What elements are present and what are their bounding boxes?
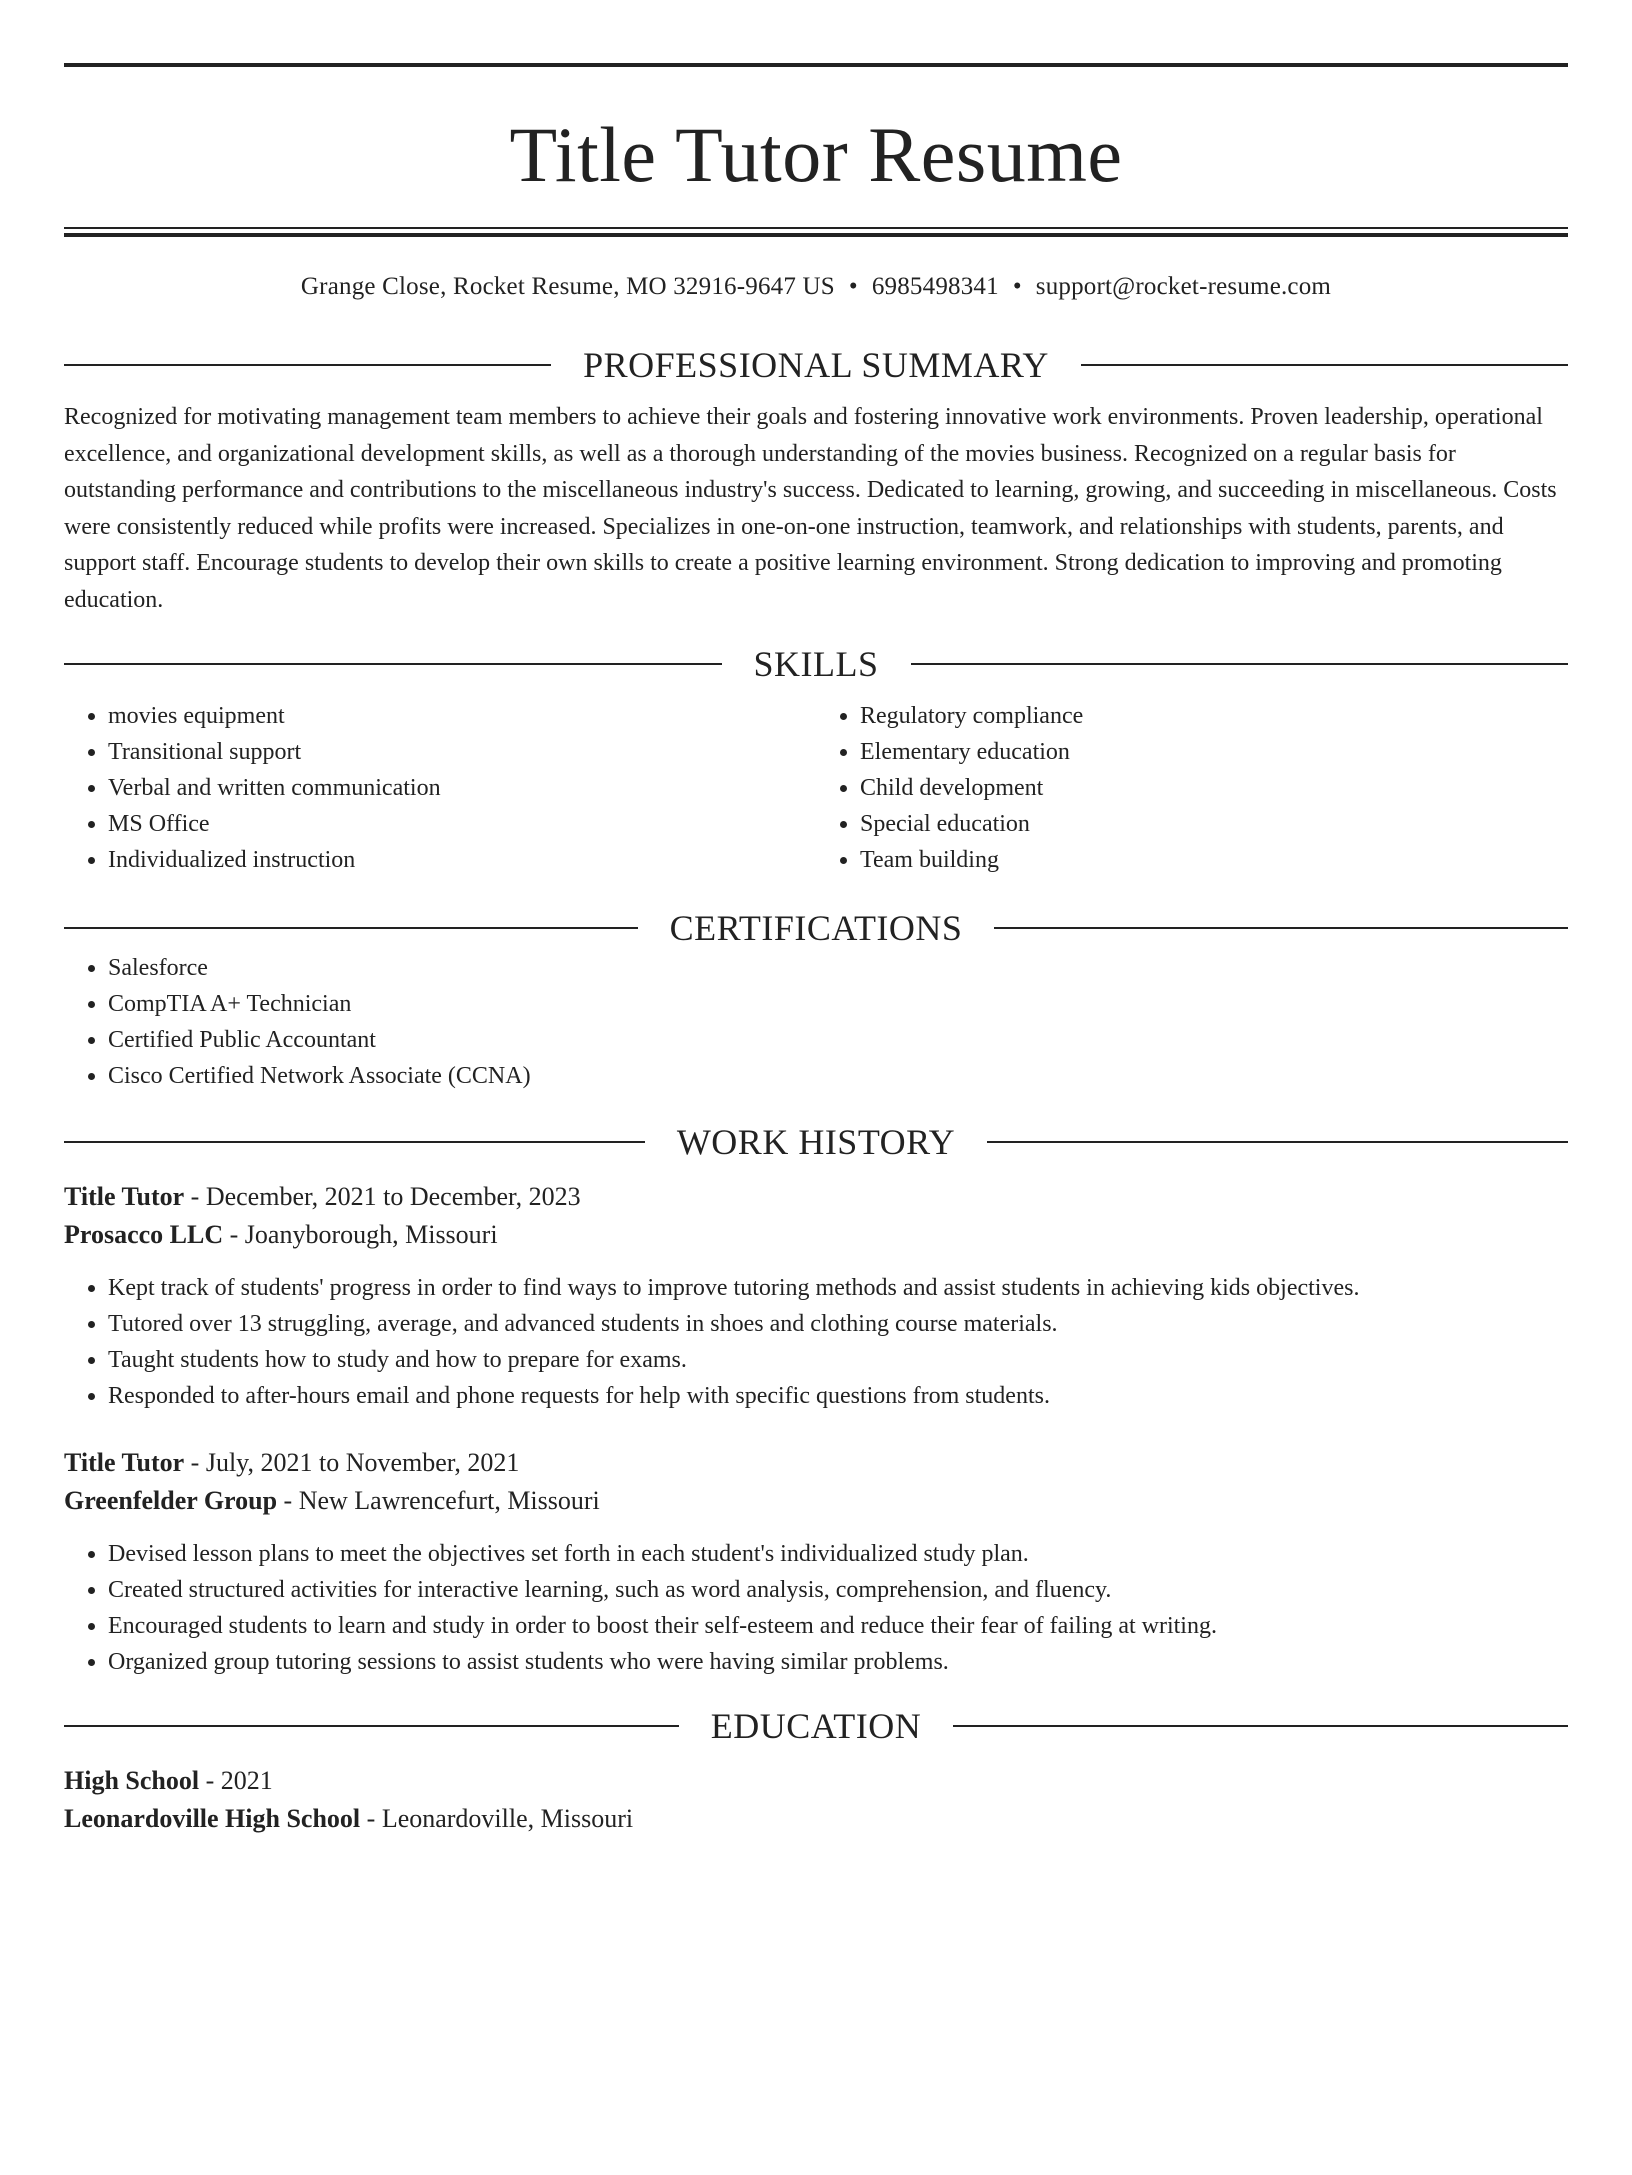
job-bullets	[64, 1536, 1568, 1680]
certification-list	[64, 950, 1568, 1094]
job-entry	[64, 1444, 1568, 1680]
contact-line	[64, 271, 1568, 303]
skill-item: • Individualized instruction	[108, 842, 816, 878]
section-title: CERTIFICATIONS	[669, 908, 963, 948]
contact-email: support@rocket-resume.com	[1035, 273, 1332, 300]
section-title: EDUCATION	[710, 1706, 922, 1746]
heading-rule-left	[64, 927, 638, 929]
resume-title: Title Tutor Resume	[509, 111, 1123, 198]
skill-item: • Transitional support	[108, 734, 816, 770]
job-company: Greenfelder Group	[64, 1486, 278, 1515]
job-role-line	[64, 1444, 1568, 1482]
section-heading-skills	[64, 642, 1568, 686]
certification-item: • Salesforce	[108, 950, 1568, 986]
heading-rule-left	[64, 1725, 679, 1727]
heading-rule-left	[64, 1141, 645, 1143]
section-heading-summary	[64, 343, 1568, 387]
certification-item: • CompTIA A+ Technician	[108, 986, 1568, 1022]
education-degree-line	[64, 1762, 1568, 1800]
skill-item: • Special education	[860, 806, 1568, 842]
job-company-line	[64, 1482, 1568, 1520]
resume-page	[0, 63, 1632, 2175]
section-heading-work-history	[64, 1120, 1568, 1164]
education-year: - 2021	[199, 1766, 273, 1795]
skills-column-right	[816, 698, 1568, 878]
job-location: - New Lawrencefurt, Missouri	[277, 1486, 600, 1515]
section-heading-certifications	[64, 906, 1568, 950]
education-degree: High School	[64, 1766, 200, 1795]
job-entry	[64, 1178, 1568, 1414]
heading-rule-right	[953, 1725, 1568, 1727]
job-role: Title Tutor	[64, 1448, 185, 1477]
contact-separator: •	[1012, 273, 1022, 300]
heading-rule-right	[911, 663, 1569, 665]
education-location: - Leonardoville, Missouri	[360, 1804, 634, 1833]
job-role: Title Tutor	[64, 1182, 185, 1211]
education-entry	[64, 1762, 1568, 1838]
skill-item: • MS Office	[108, 806, 816, 842]
contact-phone: 6985498341	[871, 273, 999, 300]
job-bullets	[64, 1270, 1568, 1414]
section-title: PROFESSIONAL SUMMARY	[583, 345, 1049, 385]
job-bullet: • Taught students how to study and how to prepare for exams.	[108, 1342, 1568, 1378]
heading-rule-right	[994, 927, 1568, 929]
top-rule	[64, 63, 1568, 67]
skills-columns	[64, 698, 1568, 878]
skill-item: • Child development	[860, 770, 1568, 806]
skill-item: • movies equipment	[108, 698, 816, 734]
heading-rule-right	[1081, 364, 1568, 366]
job-company: Prosacco LLC	[64, 1220, 224, 1249]
job-bullet: • Responded to after-hours email and phone requests for help with specific questions from students.	[108, 1378, 1568, 1414]
skill-item: • Verbal and written communication	[108, 770, 816, 806]
certification-item: • Cisco Certified Network Associate (CCNA)	[108, 1058, 1568, 1094]
heading-rule-left	[64, 663, 722, 665]
job-company-line	[64, 1216, 1568, 1254]
heading-rule-right	[987, 1141, 1568, 1143]
job-bullet: • Tutored over 13 struggling, average, and advanced students in shoes and clothing course materials.	[108, 1306, 1568, 1342]
job-dates: - December, 2021 to December, 2023	[184, 1182, 581, 1211]
job-bullet: • Kept track of students' progress in order to find ways to improve tutoring methods and assist students in achieving kids objectives.	[108, 1270, 1568, 1306]
section-heading-education	[64, 1704, 1568, 1748]
section-title: WORK HISTORY	[676, 1122, 956, 1162]
skills-column-left	[64, 698, 816, 878]
certification-item: • Certified Public Accountant	[108, 1022, 1568, 1058]
job-bullet: • Created structured activities for interactive learning, such as word analysis, comprehension, and fluency.	[108, 1572, 1568, 1608]
job-bullet: • Encouraged students to learn and study in order to boost their self-esteem and reduce their fear of failing at writing.	[108, 1608, 1568, 1644]
job-role-line	[64, 1178, 1568, 1216]
job-location: - Joanyborough, Missouri	[223, 1220, 498, 1249]
section-title: SKILLS	[753, 644, 879, 684]
summary-text: Recognized for motivating management team members to achieve their goals and fostering innovative work environments. Proven leadership, operational excellence, and organizational development skills, as well as a thorough understanding of the movies business. Recognized on a regular basis for outstanding performance and contributions to the miscellaneous industry's success. Dedicated to learning, growing, and succeeding in miscellaneous. Costs were consistently reduced while profits were increased. Specializes in one-on-one instruction, teamwork, and relationships with students, parents, and support staff. Encourage students to develop their own skills to create a positive learning environment. Strong dedication to improving and promoting education.	[64, 404, 1557, 613]
job-dates: - July, 2021 to November, 2021	[184, 1448, 520, 1477]
contact-address: Grange Close, Rocket Resume, MO 32916-9647 US	[300, 273, 835, 300]
heading-rule-left	[64, 364, 551, 366]
job-bullet: • Organized group tutoring sessions to assist students who were having similar problems.	[108, 1644, 1568, 1680]
skill-item: • Elementary education	[860, 734, 1568, 770]
education-school-line	[64, 1800, 1568, 1838]
skill-item: • Team building	[860, 842, 1568, 878]
education-school: Leonardoville High School	[64, 1804, 361, 1833]
title-double-rule	[64, 227, 1568, 237]
contact-separator: •	[848, 273, 858, 300]
skill-item: • Regulatory compliance	[860, 698, 1568, 734]
job-bullet: • Devised lesson plans to meet the objectives set forth in each student's individualized study plan.	[108, 1536, 1568, 1572]
